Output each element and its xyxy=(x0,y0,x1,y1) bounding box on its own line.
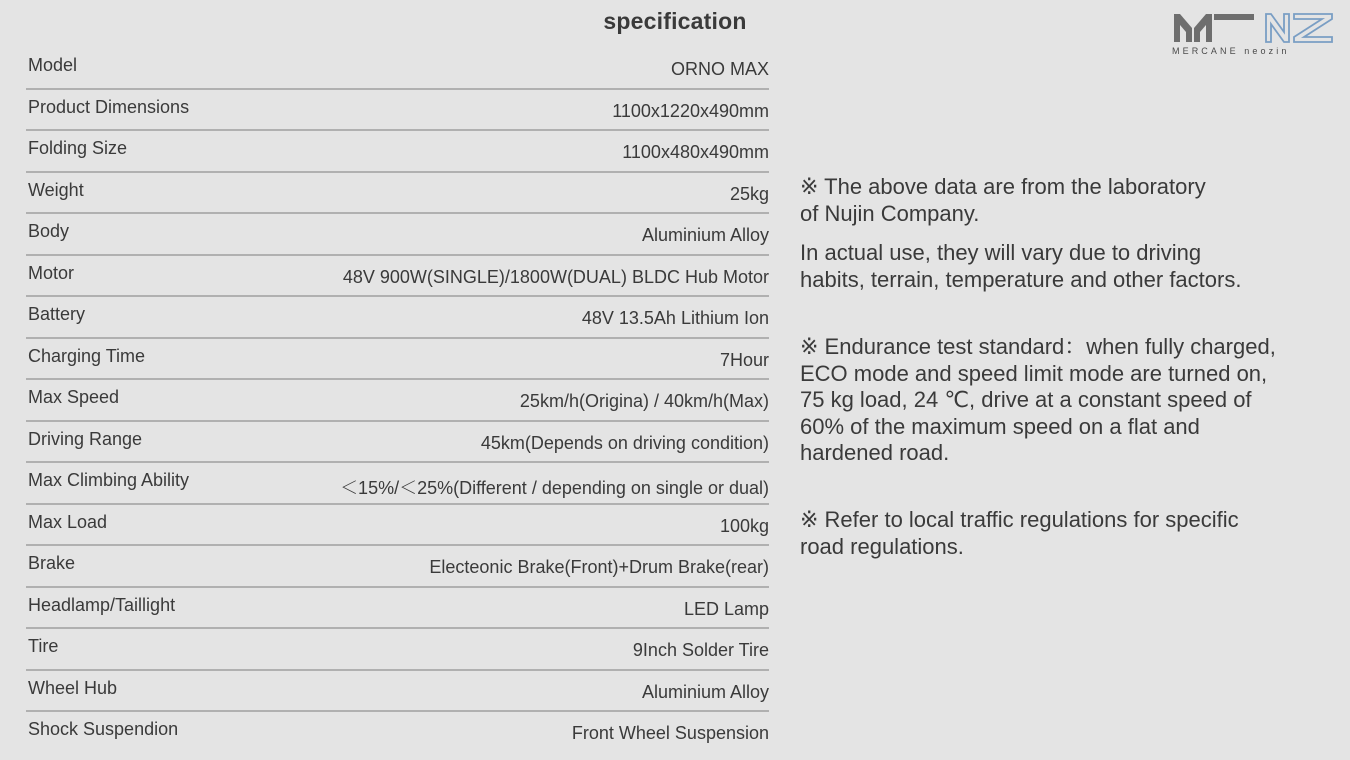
spec-row xyxy=(26,546,769,588)
spec-value: 48V 900W(SINGLE)/1800W(DUAL) BLDC Hub Motor xyxy=(342,266,769,287)
spec-value: ＜15%/＜25%(Different / depending on single or dual) xyxy=(340,478,769,498)
spec-value: Electeonic Brake(Front)+Drum Brake(rear) xyxy=(429,557,769,577)
note-line: ※ Refer to local traffic regulations for specific xyxy=(800,507,1239,532)
page-title: specification xyxy=(603,8,747,34)
note-line: 60% of the maximum speed on a flat and xyxy=(800,413,1200,439)
spec-label: Model xyxy=(28,55,78,75)
note-line: habits, terrain, temperature and other factors. xyxy=(800,266,1242,292)
spec-value: ORNO MAX xyxy=(670,59,769,79)
spec-value: 25km/h(Origina) / 40km/h(Max) xyxy=(519,391,769,411)
spec-label: Max Load xyxy=(28,511,108,532)
spec-value: 7Hour xyxy=(719,349,769,370)
logo-text: MERCANE neozin xyxy=(1172,46,1290,56)
spec-row xyxy=(26,505,769,547)
spec-label: Brake xyxy=(28,553,76,573)
note-line: ※ The above data are from the laboratory xyxy=(800,174,1206,199)
spec-value: 9Inch Solder Tire xyxy=(632,640,769,660)
spec-label: Weight xyxy=(28,179,84,200)
spec-label: Tire xyxy=(28,636,59,656)
spec-label: Motor xyxy=(28,262,75,283)
spec-row xyxy=(26,380,769,422)
spec-value: LED Lamp xyxy=(683,598,769,619)
spec-row xyxy=(26,339,769,381)
spec-value: Front Wheel Suspension xyxy=(571,723,769,743)
spec-value: 1100x480x490mm xyxy=(622,142,769,162)
spec-label: Max Speed xyxy=(28,387,120,407)
note-line: ECO mode and speed limit mode are turned on, xyxy=(800,360,1268,386)
spec-table xyxy=(26,48,769,752)
spec-label: Charging Time xyxy=(28,345,146,366)
spec-row xyxy=(26,90,769,132)
brand-logo xyxy=(1170,12,1336,58)
spec-label: Product Dimensions xyxy=(28,96,190,117)
spec-value: 48V 13.5Ah Lithium Ion xyxy=(581,308,769,328)
spec-value: 25kg xyxy=(729,183,769,204)
spec-row xyxy=(26,712,769,752)
spec-value: Aluminium Alloy xyxy=(641,681,769,702)
spec-row xyxy=(26,131,769,173)
spec-value: 1100x1220x490mm xyxy=(612,100,769,121)
spec-value: 45km(Depends on driving condition) xyxy=(480,432,769,453)
spec-row xyxy=(26,48,769,90)
note-traffic-regulations xyxy=(800,507,1340,560)
spec-row xyxy=(26,214,769,256)
note-line: 75 kg load, 24 ℃, drive at a constant speed of xyxy=(800,387,1252,412)
spec-value: Aluminium Alloy xyxy=(641,225,769,245)
note-lab-data xyxy=(800,174,1340,227)
spec-label: Wheel Hub xyxy=(28,677,118,698)
note-line: In actual use, they will vary due to driving xyxy=(800,240,1202,265)
note-actual-use xyxy=(800,240,1340,293)
spec-label: Battery xyxy=(28,304,86,324)
spec-label: Folding Size xyxy=(28,138,128,158)
mnz-logo-icon xyxy=(1170,12,1336,44)
note-endurance-standard xyxy=(800,334,1340,467)
spec-label: Max Climbing Ability xyxy=(28,470,190,490)
spec-row xyxy=(26,588,769,630)
spec-label: Driving Range xyxy=(28,428,143,449)
spec-row xyxy=(26,671,769,713)
spec-value: 100kg xyxy=(719,515,769,536)
note-line: hardened road. xyxy=(800,440,950,465)
spec-row xyxy=(26,173,769,215)
spec-label: Headlamp/Taillight xyxy=(28,594,176,615)
spec-row xyxy=(26,422,769,464)
note-line: ※ Endurance test standard：when fully charged, xyxy=(800,334,1276,359)
spec-row xyxy=(26,256,769,298)
spec-row xyxy=(26,463,769,505)
note-line: road regulations. xyxy=(800,533,964,559)
spec-label: Body xyxy=(28,221,70,241)
spec-row xyxy=(26,629,769,671)
note-line: of Nujin Company. xyxy=(800,200,980,226)
spec-label: Shock Suspendion xyxy=(28,719,179,739)
spec-row xyxy=(26,297,769,339)
